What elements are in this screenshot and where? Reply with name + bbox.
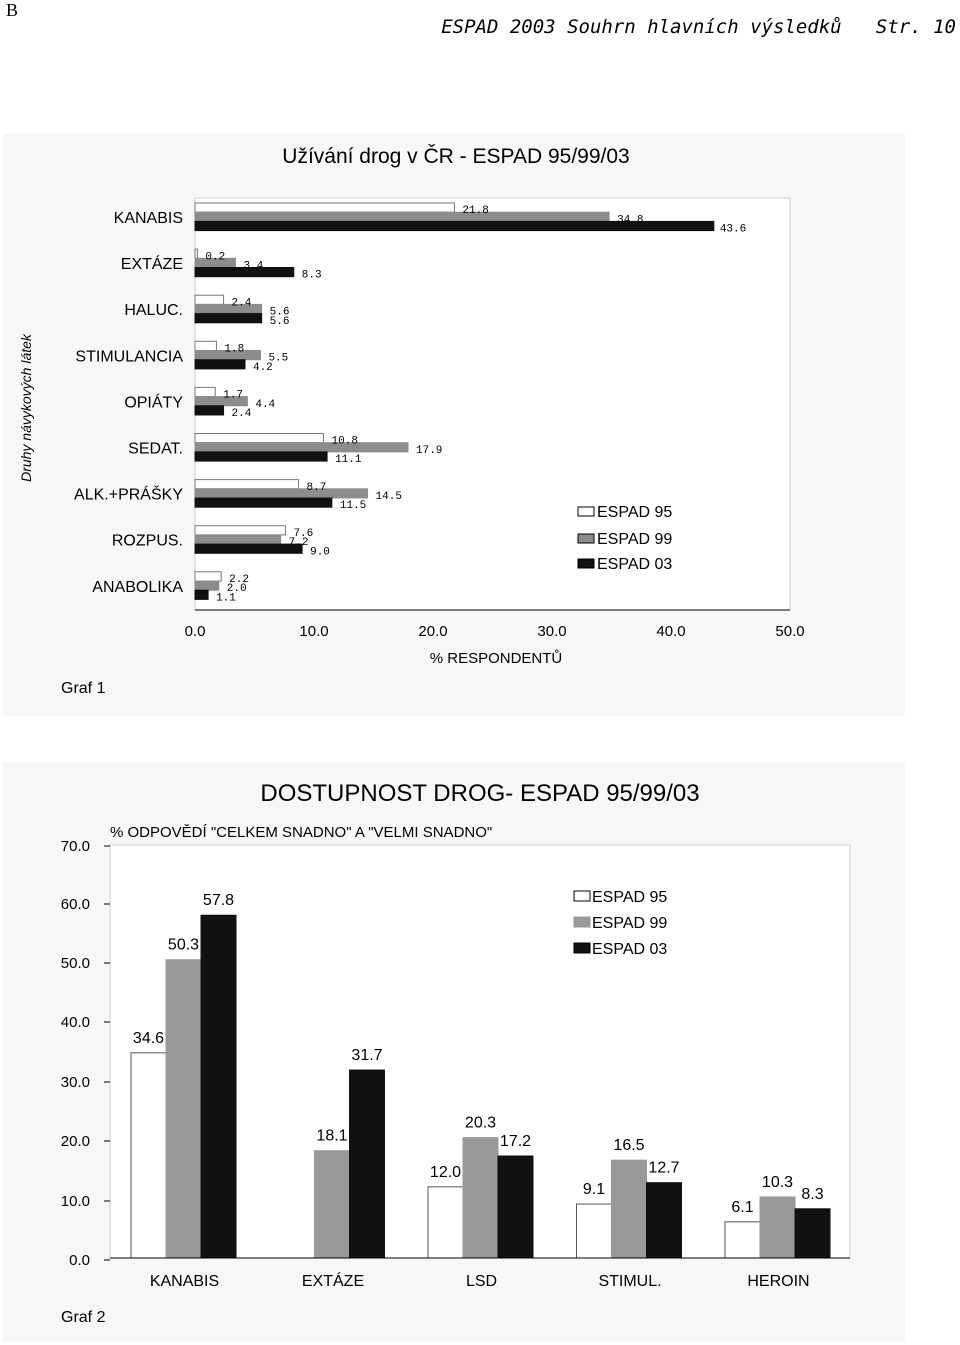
chart-2-category-label: STIMUL.	[598, 1273, 662, 1290]
chart-1-x-tick: 10.0	[299, 623, 329, 640]
chart-1-category-label: EXTÁZE	[120, 256, 183, 274]
bar-espad95-2	[428, 1187, 463, 1258]
bar-label-espad03-0: 43.6	[719, 223, 747, 236]
bar-label-espad99-3: 16.5	[613, 1137, 645, 1155]
bar-label-espad99-1: 3.4	[243, 260, 264, 273]
bar-label-espad03-4: 2.4	[231, 408, 252, 420]
bar-label-espad95-0: 21.8	[462, 205, 489, 218]
chart-1-title: Užívání drog v ČR - ESPAD 95/99/03	[282, 145, 630, 168]
bar-label-espad99-3: 5.5	[268, 352, 289, 365]
bar-label-espad03-4: 8.3	[801, 1185, 824, 1203]
bar-label-espad99-7: 7.2	[288, 537, 309, 550]
bar-label-espad99-4: 4.4	[255, 398, 276, 411]
bar-label-espad95-8: 2.2	[229, 574, 249, 586]
bar-label-espad03-0: 57.8	[202, 892, 235, 910]
bar-espad99-2	[463, 1138, 498, 1258]
chart-1-category-label: OPIÁTY	[124, 394, 183, 412]
bar-label-espad95-0: 34.6	[132, 1029, 165, 1047]
bar-espad95-4	[725, 1222, 760, 1258]
bar-label-espad03-1: 31.7	[351, 1047, 383, 1065]
chart-2-title: DOSTUPNOST DROG- ESPAD 95/99/03	[260, 780, 700, 807]
chart-1-x-tick: 50.0	[775, 623, 805, 640]
page-letter: B	[6, 0, 19, 20]
chart-1-category-label: HALUC.	[124, 302, 183, 320]
bar-espad95-3	[577, 1204, 612, 1258]
chart-1-x-tick: 40.0	[656, 623, 686, 640]
bar-label-espad99-4: 10.3	[761, 1173, 794, 1191]
chart-2-caption: Graf 2	[61, 1309, 106, 1326]
bar-label-espad03-8: 1.1	[216, 592, 236, 605]
chart-2-y-tick: 20.0	[60, 1133, 90, 1150]
chart-2-y-tick: 60.0	[60, 896, 90, 913]
legend-swatch-espad99	[574, 917, 590, 927]
bar-espad99-3	[612, 1160, 647, 1258]
bar-label-espad95-5: 10.8	[331, 435, 358, 448]
legend-label-espad95: ESPAD 95	[597, 504, 673, 521]
chart-2-legend	[574, 889, 667, 958]
legend-swatch-espad03	[574, 943, 590, 953]
chart-1-x-tick: 0.0	[184, 623, 206, 640]
chart-2-y-tick: 70.0	[60, 838, 90, 855]
bar-label-espad03-5: 11.1	[335, 454, 362, 467]
chart-2-category-label: HEROIN	[747, 1273, 810, 1290]
bar-label-espad95-4: 6.1	[731, 1198, 754, 1216]
bar-label-espad95-7: 7.6	[293, 527, 314, 540]
legend-label-espad99: ESPAD 99	[597, 531, 673, 548]
chart-2-subtitle: % ODPOVĚDÍ "CELKEM SNADNO" A "VELMI SNADNO"	[110, 824, 493, 841]
bar-label-espad99-2: 5.6	[269, 306, 290, 319]
bar-label-espad99-0: 50.3	[167, 936, 200, 954]
bar-espad03-3	[647, 1183, 682, 1258]
legend-label-espad03: ESPAD 03	[597, 556, 673, 573]
chart-1-category-label: SEDAT.	[128, 440, 183, 458]
bar-label-espad95-6: 8.7	[306, 481, 327, 494]
chart-2-category-label: LSD	[465, 1273, 498, 1290]
bar-espad99-0	[166, 960, 201, 1258]
bar-espad03-4	[795, 1209, 830, 1258]
bar-espad03-2	[498, 1156, 533, 1258]
bar-label-espad03-2: 5.6	[269, 315, 290, 328]
bar-label-espad95-4: 1.7	[223, 389, 244, 402]
bar-label-espad99-1: 18.1	[316, 1127, 348, 1145]
chart-2-category-label: EXTÁZE	[301, 1273, 365, 1290]
chart-1-xlabel: % RESPONDENTŮ	[429, 650, 563, 667]
legend-label-espad03: ESPAD 03	[592, 941, 668, 958]
bar-label-espad03-3: 12.7	[648, 1159, 680, 1177]
bar-label-espad95-1: 0.2	[205, 251, 226, 264]
chart-1-category-label: STIMULANCIA	[75, 348, 183, 366]
chart-1-category-label: ANABOLIKA	[92, 578, 183, 596]
chart-2-y-tick: 10.0	[60, 1193, 90, 1210]
chart-2-category-label: KANABIS	[149, 1273, 220, 1290]
legend-label-espad99: ESPAD 99	[592, 915, 668, 932]
chart-1-ylabel: Druhy návykových látek	[18, 334, 34, 482]
chart-2-y-tick: 50.0	[60, 955, 90, 972]
bar-label-espad03-6: 11.5	[339, 500, 367, 513]
bar-label-espad99-2: 20.3	[464, 1114, 497, 1132]
bar-label-espad03-3: 4.2	[252, 361, 273, 374]
chart-1-category-label: ROZPUS.	[111, 532, 183, 550]
bar-label-espad99-0: 34.8	[617, 214, 644, 227]
legend-swatch-espad95	[574, 891, 590, 901]
bar-label-espad99-5: 17.9	[416, 444, 443, 457]
chart-2-y-tick: 40.0	[60, 1014, 90, 1031]
bar-label-espad95-2: 2.4	[231, 297, 252, 310]
bar-label-espad03-7: 9.0	[310, 546, 330, 559]
chart-1-category-label: KANABIS	[113, 210, 183, 227]
page-header: ESPAD 2003 Souhrn hlavních výsledků Str. 10	[441, 16, 956, 38]
legend-label-espad95: ESPAD 95	[592, 889, 668, 906]
bar-label-espad95-3: 1.8	[224, 343, 245, 356]
chart-1-x-tick: 30.0	[537, 623, 567, 640]
bar-label-espad03-2: 17.2	[499, 1133, 532, 1151]
chart-2-y-tick: 0.0	[69, 1252, 90, 1269]
bar-espad95-0	[131, 1053, 166, 1258]
bar-espad99-4	[760, 1197, 795, 1258]
bar-espad03-1	[350, 1070, 385, 1258]
chart-1-x-tick: 20.0	[418, 623, 448, 640]
bar-label-espad95-2: 12.0	[429, 1163, 462, 1181]
chart-2-y-tick: 30.0	[60, 1074, 90, 1091]
bar-espad03-0	[201, 915, 236, 1258]
chart-1-caption: Graf 1	[61, 680, 106, 697]
bar-label-espad95-3: 9.1	[582, 1181, 606, 1199]
chart-1-category-label: ALK.+PRÁŠKY	[74, 486, 183, 504]
bar-label-espad99-8: 2.0	[226, 583, 247, 596]
bar-label-espad99-6: 14.5	[375, 491, 402, 503]
bar-espad99-1	[315, 1151, 350, 1258]
bar-label-espad03-1: 8.3	[301, 269, 322, 282]
